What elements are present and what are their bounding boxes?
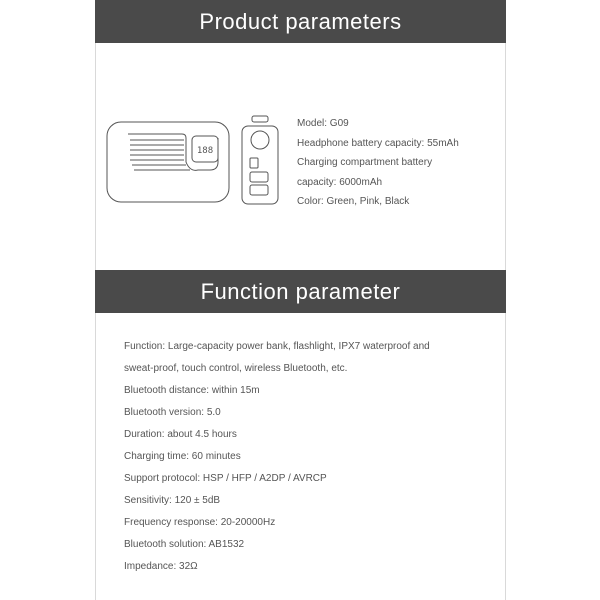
function-item: Frequency response: 20-20000Hz bbox=[124, 517, 276, 528]
case-side-view-icon bbox=[242, 116, 278, 204]
function-parameter-banner bbox=[95, 270, 506, 313]
product-drawing bbox=[106, 112, 282, 206]
function-item: Sensitivity: 120 ± 5dB bbox=[124, 495, 221, 506]
product-parameters-banner bbox=[95, 0, 506, 43]
product-param-list bbox=[297, 114, 497, 212]
param-headphone-battery: Headphone battery capacity: 55mAh bbox=[297, 137, 459, 149]
function-item: Duration: about 4.5 hours bbox=[124, 429, 237, 440]
param-model: Model: G09 bbox=[297, 118, 349, 129]
function-item: Function: Large-capacity power bank, flashlight, IPX7 waterproof and bbox=[124, 341, 430, 352]
function-param-list bbox=[124, 336, 494, 578]
function-item: Support protocol: HSP / HFP / A2DP / AVRCP bbox=[124, 473, 327, 484]
product-parameters-title: Product parameters bbox=[199, 8, 402, 34]
function-item: Bluetooth version: 5.0 bbox=[124, 407, 221, 418]
display-digits: 188 bbox=[196, 146, 214, 156]
function-item: Bluetooth solution: AB1532 bbox=[124, 539, 245, 550]
param-charging-battery-capacity: capacity: 6000mAh bbox=[297, 176, 383, 188]
function-item: Charging time: 60 minutes bbox=[124, 451, 241, 462]
function-parameter-title: Function parameter bbox=[200, 278, 401, 304]
function-item: Impedance: 32Ω bbox=[124, 561, 198, 572]
function-item: Bluetooth distance: within 15m bbox=[124, 385, 260, 396]
param-charging-battery: Charging compartment battery bbox=[297, 157, 433, 168]
case-front-view-icon bbox=[107, 122, 229, 202]
param-color: Color: Green, Pink, Black bbox=[297, 196, 410, 207]
function-item: sweat-proof, touch control, wireless Bluetooth, etc. bbox=[124, 363, 348, 374]
